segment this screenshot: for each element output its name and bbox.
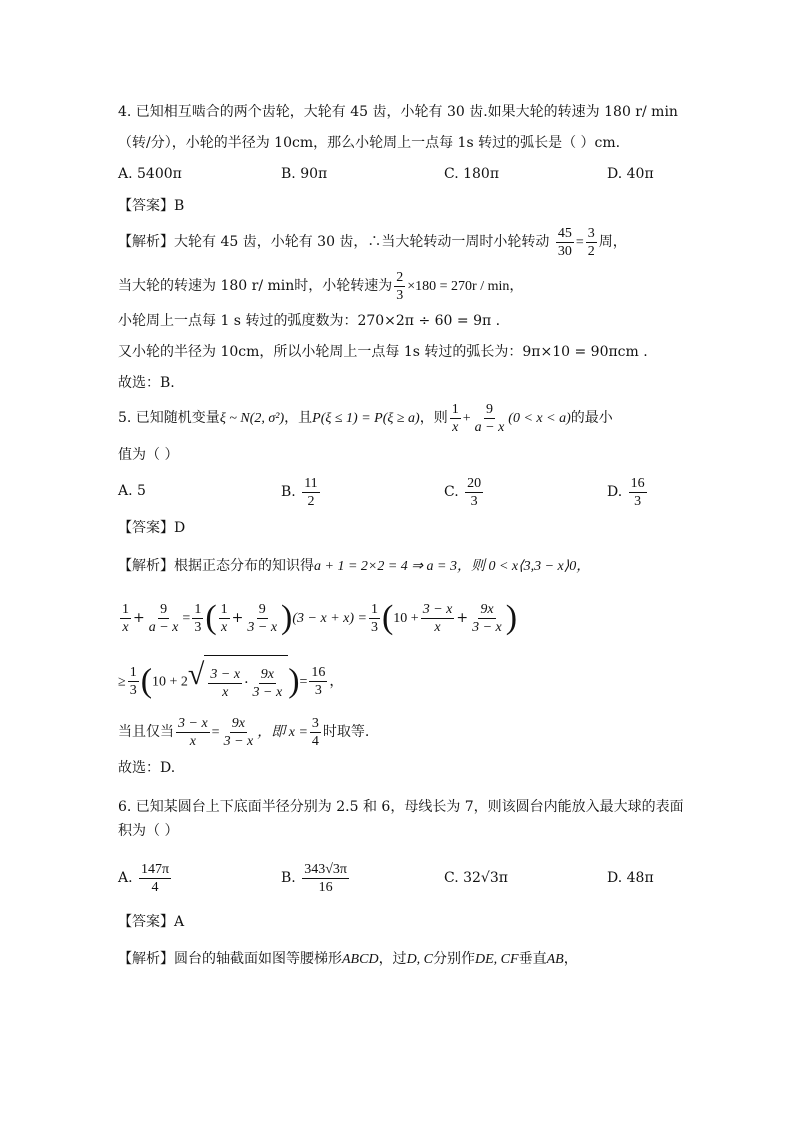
q6-answer: 【答案】A xyxy=(118,914,185,930)
analysis-tag: 【解析】 xyxy=(118,234,174,250)
fraction: $\frac{2}{3}$ xyxy=(396,269,404,303)
fraction: $\frac{1}{x}$ xyxy=(451,401,459,435)
q4-option-a: A. 5400π xyxy=(118,166,182,182)
q4-option-c: C. 180π xyxy=(444,166,500,182)
q5-answer: 【答案】D xyxy=(118,520,186,536)
q6-analysis-line1: 【解析】圆台的轴截面如图等腰梯形ABCD，过D, C分别作DE, CF垂直AB， xyxy=(118,951,578,967)
q4-stem-line1: 4. 已知相互啮合的两个齿轮，大轮有 45 齿，小轮有 30 齿.如果大轮的转速为 180 r/ min xyxy=(118,104,678,120)
q5-analysis-line1: 【解析】根据正态分布的知识得a + 1 = 2×2 = 4 ⇒ a = 3，则 0 < x⟨3,3 − x⟩0， xyxy=(118,558,591,574)
q6-option-b: B. $\frac{343√3\pi}{16}$ xyxy=(281,861,347,895)
fraction: $\frac{9}{a - x}$ xyxy=(474,401,505,435)
q5-analysis-line3: 当且仅当 $\frac{3 - x}{x}$ = $\frac{9x}{3 - x}$ ，即 x = $\frac{3}{4}$ 时取等. xyxy=(118,715,370,749)
q4-analysis-line5: 故选：B. xyxy=(118,375,175,391)
q6-option-a: A. $\frac{147\pi}{4}$ xyxy=(118,861,170,895)
q6-option-d: D. 48π xyxy=(607,870,654,886)
q5-option-a: A. 5 xyxy=(118,483,146,499)
q5-analysis-line4: 故选：D. xyxy=(118,760,176,776)
q5-analysis-eq2: ≥ $\frac{1}{3}$ (10 + 2 √ $\frac{3 - x}{x}$ · $\frac{9x}{3 - x}$ )= $\frac{16}{3}$ ， xyxy=(118,655,343,708)
q4-answer: 【答案】B xyxy=(118,198,185,214)
q4-analysis-line1: 【解析】大轮有 45 齿，小轮有 30 齿，∴当大轮转动一周时小轮转动 $\frac{45}{30}$ = $\frac{3}{2}$ 周， xyxy=(118,225,627,259)
q4-analysis-line4: 又小轮的半径为 10cm，所以小轮周上一点每 1s 转过的弧长为：9π×10 = 90πcm . xyxy=(118,344,648,360)
q5-option-b: B. $\frac{11}{2}$ xyxy=(281,475,318,509)
q4-analysis-line3: 小轮周上一点每 1 s 转过的弧度数为：270×2π ÷ 60 = 9π . xyxy=(118,313,501,329)
q5-analysis-eq1: $\frac{1}{x}$ + $\frac{9}{a - x}$ = $\frac{1}{3}$ ( $\frac{1}{x}$ + $\frac{9}{3 - x}$ )(3 − x + x) = $\frac{1}{3}$ (10 + $\frac{3 - x}{x}$ + $\frac{9x}{3 - x}$ ) xyxy=(122,599,518,636)
q6-stem-line2: 积为（ ） xyxy=(118,823,179,839)
q5-option-c: C. $\frac{20}{3}$ xyxy=(444,475,482,509)
q6-option-c: C. 32√3π xyxy=(444,870,508,886)
q5-stem-line2: 值为（ ） xyxy=(118,447,179,463)
q5-option-d: D. $\frac{16}{3}$ xyxy=(607,475,645,509)
q4-stem-line2: （转/分），小轮的半径为 10cm，那么小轮周上一点每 1s 转过的弧长是（ ）cm. xyxy=(118,135,621,151)
q4-option-d: D. 40π xyxy=(607,166,654,182)
square-root: √ $\frac{3 - x}{x}$ · $\frac{9x}{3 - x}$ xyxy=(188,655,288,708)
q4-analysis-text: 大轮有 45 齿，小轮有 30 齿，∴当大轮转动一周时小轮转动 xyxy=(174,234,550,250)
q6-stem-line1: 6. 已知某圆台上下底面半径分别为 2.5 和 6，母线长为 7，则该圆台内能放入最大球的表面 xyxy=(118,799,684,815)
fraction: $\frac{3}{2}$ xyxy=(587,225,595,259)
q4-analysis-line2: 当大轮的转速为 180 r/ min时，小轮转速为 $\frac{2}{3}$ ×180 = 270r / min， xyxy=(118,269,524,303)
q4-option-b: B. 90π xyxy=(281,166,328,182)
fraction: $\frac{45}{30}$ xyxy=(557,225,572,259)
q5-stem-line1: 5. 已知随机变量ξ ~ N(2, σ²)，且P(ξ ≤ 1) = P(ξ ≥ a)，则 $\frac{1}{x}$ + $\frac{9}{a - x}$ (0 < x < a)的最小 xyxy=(118,401,613,435)
